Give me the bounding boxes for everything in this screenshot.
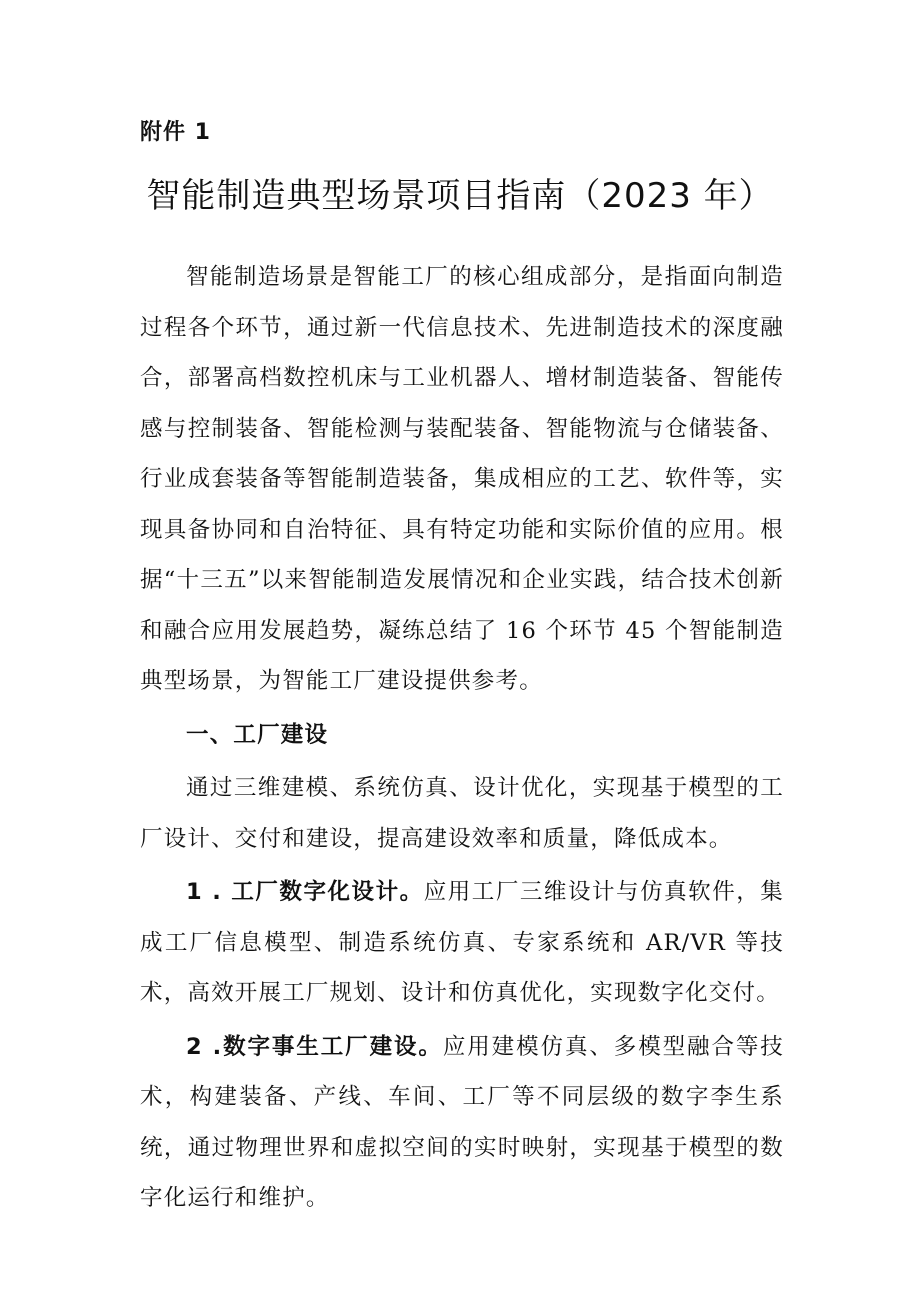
item-title: 2 .数字事生工厂建设。 [186, 1033, 443, 1060]
item-text: 应用工厂三维设计与仿真软件，集成工厂信息模型、制造系统仿真、专家系统和 AR/VR 等技术，高效开展工厂规划、设计和仿真优化，实现数字化交付。 [140, 879, 784, 1006]
intro-paragraph: 智能制造场景是智能工厂的核心组成部分，是指面向制造过程各个环节，通过新一代信息技术、先进制造技术的深度融合，部署高档数控机床与工业机器人、增材制造装备、智能传感与控制装备、智能检测与装配装备、智能物流与仓储装备、行业成套装备等智能制造装备，集成相应的工艺、软件等，实现具备协同和自治特征、具有特定功能和实际价值的应用。根据“十三五”以来智能制造发展情况和企业实践，结合技术创新和融合应用发展趋势，凝练总结了 16 个环节 45 个智能制造典型场景，为智能工厂建设提供参考。 [140, 264, 784, 694]
document-title: 智能制造典型场景项目指南（2023 年） [146, 176, 774, 216]
item-title: 1 . 工厂数字化设计。 [186, 879, 424, 905]
attachment-label: 附件 1 [140, 120, 211, 145]
section-description: 通过三维建模、系统仿真、设计优化，实现基于模型的工厂设计、交付和建设，提高建设效率和质量，降低成本。 [140, 775, 784, 852]
item-text: 应用建模仿真、多模型融合等技术，构建装备、产线、车间、工厂等不同层级的数字李生系统，通过物理世界和虚拟空间的实时映射，实现基于模型的数字化运行和维护。 [140, 1033, 784, 1211]
section-heading-text: 一、工厂建设 [186, 721, 329, 748]
list-item [140, 867, 784, 1019]
document-body [140, 252, 784, 1224]
list-item [140, 1022, 784, 1224]
section-heading [140, 710, 784, 761]
